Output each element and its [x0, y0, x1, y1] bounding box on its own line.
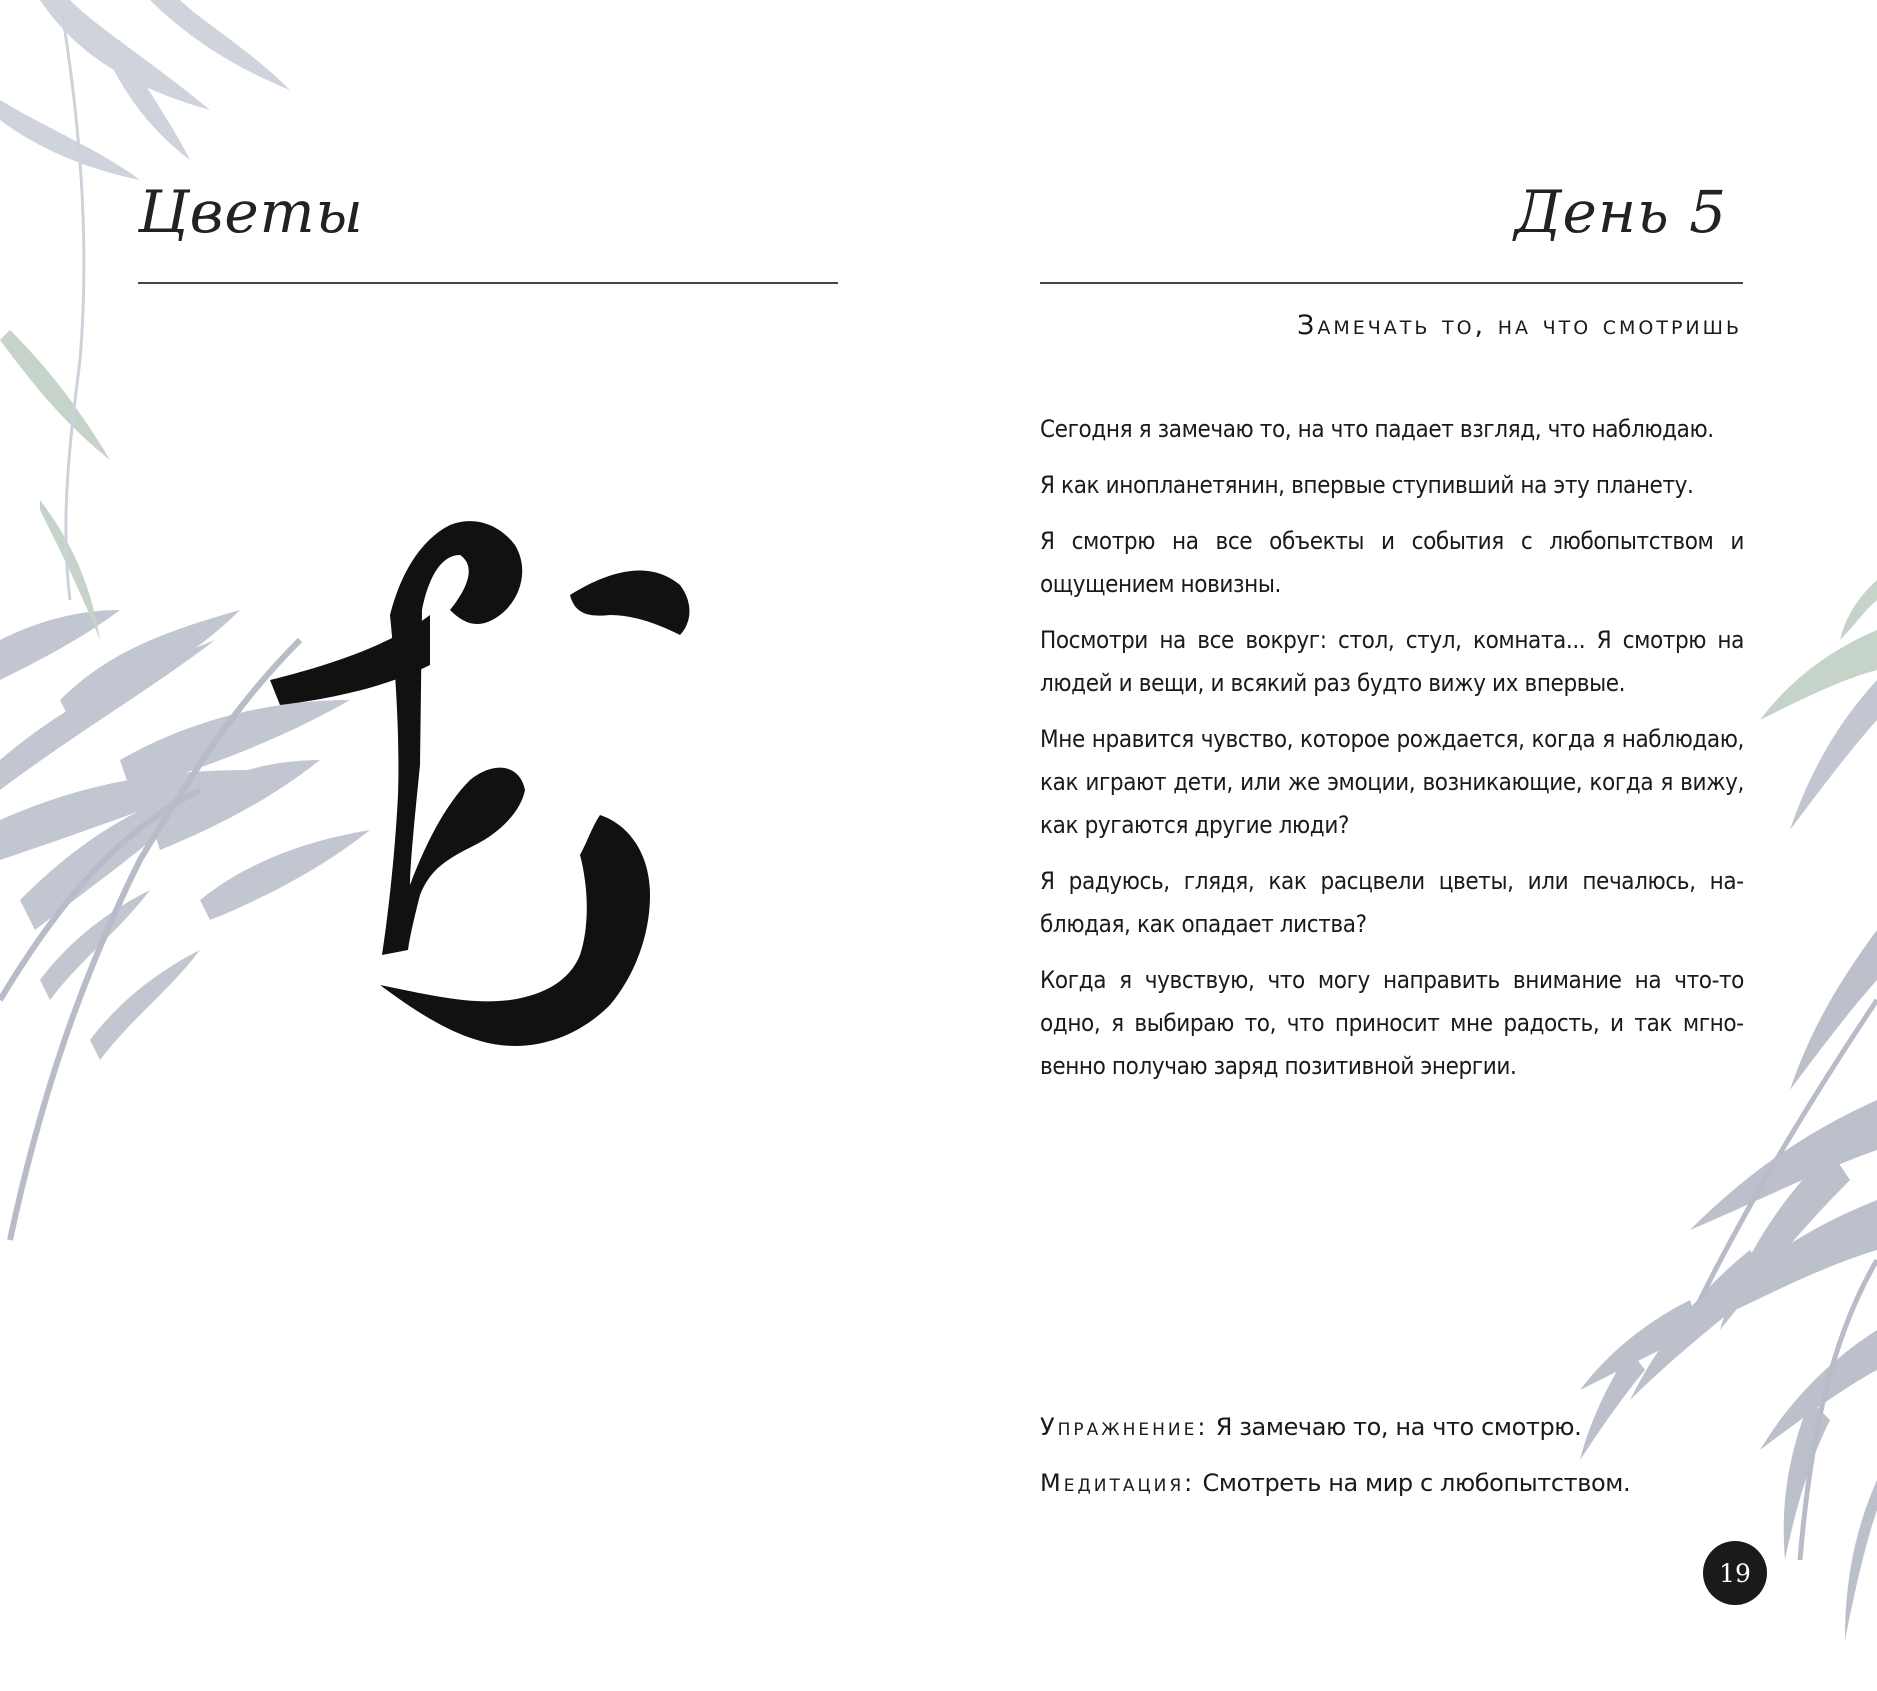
day-header: День 5: [1514, 178, 1727, 246]
paragraph: Я как инопланетянин, впервые ступивший на эту планету.: [1040, 471, 1694, 499]
exercise-label: Упражнение:: [1040, 1413, 1209, 1441]
section-header: Цветы: [138, 178, 364, 246]
paragraph: Посмотри на все вокруг: стол, стул, комната... Я смотрю на людей и вещи, и всякий раз будто вижу их впервые.: [1040, 626, 1744, 697]
paragraph: Сегодня я замечаю то, на что падает взгляд, что наблюдаю.: [1040, 415, 1714, 443]
header-divider: [1040, 282, 1743, 284]
paragraph: Я радуюсь, глядя, как расцвели цветы, или печалюсь, наблюдая, как опадает листва?: [1040, 867, 1744, 938]
meditation-text: Смотреть на мир с любопытством.: [1202, 1469, 1631, 1497]
left-page: [0, 0, 930, 1691]
calligraphy-character-icon: [270, 515, 710, 1050]
page-number-badge: [1703, 1541, 1767, 1605]
paragraph: Мне нравится чувство, которое рождается, когда я наблюдаю, как играют дети, или же эмоции, возникающие, когда я вижу, как ругаются другие люди?: [1040, 725, 1744, 839]
meditation-line: [1040, 1461, 1744, 1505]
chapter-title: Замечать то, на что смотришь: [1297, 310, 1742, 341]
meditation-label: Медитация:: [1040, 1469, 1196, 1497]
body-text: [1040, 408, 1744, 1101]
exercise-text: Я замечаю то, на что смотрю.: [1215, 1413, 1582, 1441]
exercise-notes: [1040, 1405, 1744, 1517]
page-number: 19: [1719, 1558, 1751, 1588]
paragraph: Когда я чувствую, что могу направить внимание на что-то одно, я выбираю то, что приносит мне радость, и так мгновенно получаю заряд позитивной энергии.: [1040, 966, 1744, 1080]
paragraph: Я смотрю на все объекты и события с любопытством и ощущением новизны.: [1040, 527, 1744, 598]
right-page: [930, 0, 1877, 1691]
header-divider: [138, 282, 838, 284]
exercise-line: [1040, 1405, 1744, 1449]
